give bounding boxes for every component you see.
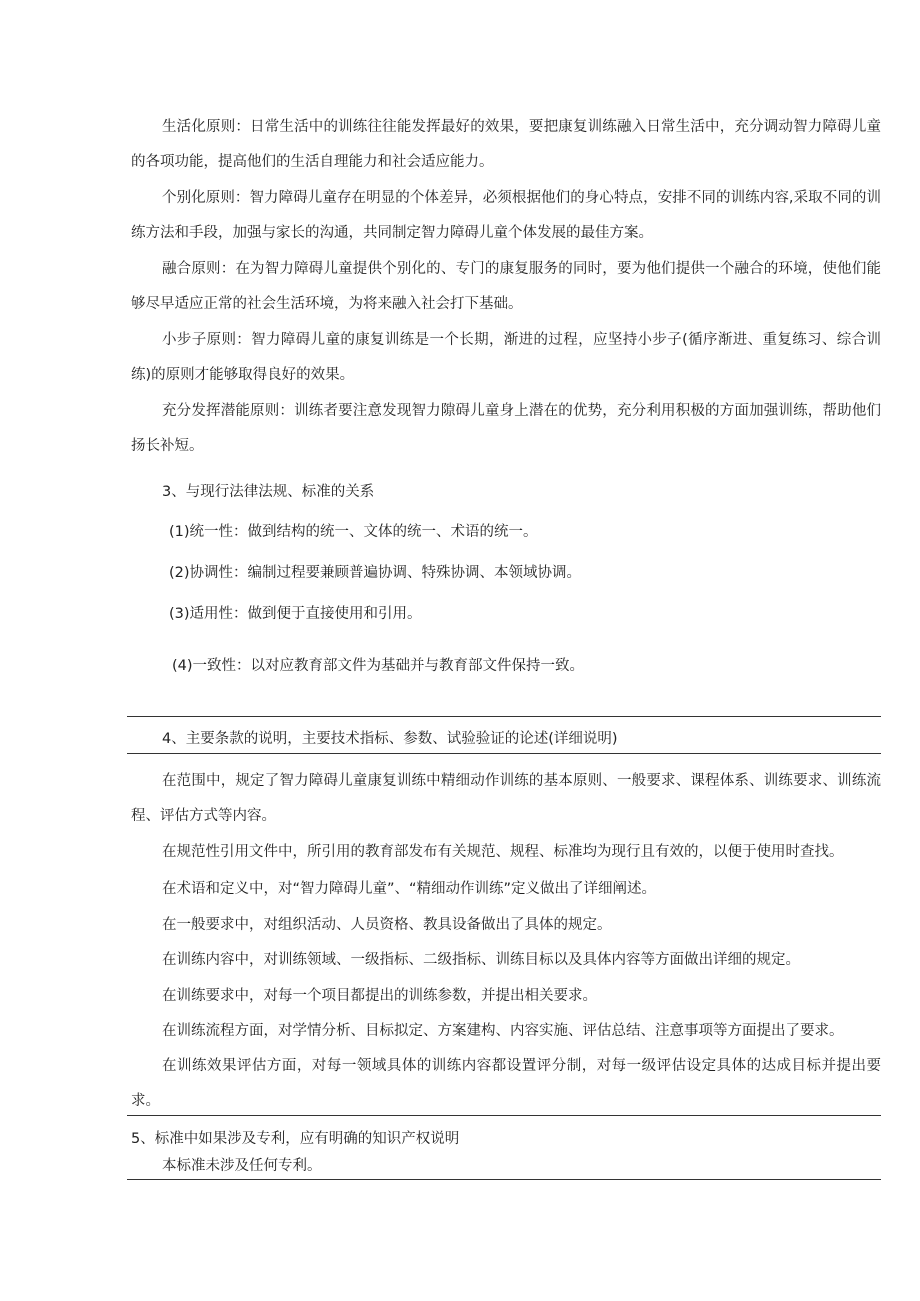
section4-evaluation: 在训练效果评估方面，对每一领域具体的训练内容都设置评分制，对每一级评估设定具体的达成目标并提出要求。: [131, 1058, 881, 1109]
principle-potential: 充分发挥潜能原则：训练者要注意发现智力隙碍儿童身上潜在的优势，充分利用积极的方面加强训练，帮助他们扬长补短。: [131, 403, 881, 454]
section5-heading: 5、标准中如果涉及专利，应有明确的知识产权说明: [131, 1131, 460, 1147]
section3-item-coordination: (2)协调性：编制过程要兼顾普遍协调、特殊协调、本领域协调。: [169, 565, 582, 581]
section4-scope: 在范围中，规定了智力障碍儿童康复训练中精细动作训练的基本原则、一般要求、课程体系、训练要求、训练流程、评估方式等内容。: [131, 773, 881, 824]
rule-top: [127, 716, 881, 717]
section4-terms: 在术语和定义中，对“智力障碍儿童”、“精细动作训练”定义做出了详细阐述。: [162, 881, 657, 897]
section4-heading: 4、主要条款的说明，主要技术指标、参数、试验验证的论述(详细说明): [162, 731, 618, 747]
principle-individualized: 个别化原则：智力障碍儿童存在明显的个体差异，必须根据他们的身心特点，安排不同的训练内容,采取不同的训练方法和手段，加强与家长的沟通，共同制定智力障碍儿童个体发展的最佳方案。: [131, 190, 881, 241]
section4-general-requirements: 在一般要求中，对组织活动、人员资格、教具设备做出了具体的规定。: [162, 917, 612, 933]
principle-daily-life: 生活化原则：日常生活中的训练往往能发挥最好的效果，要把康复训练融入日常生活中，充分调动智力障碍儿童的各项功能，提高他们的生活自理能力和社会适应能力。: [131, 119, 881, 170]
principle-small-steps: 小步子原则：智力障碍儿童的康复训练是一个长期，渐进的过程，应坚持小步子(循序渐进、重复练习、综合训练)的原则才能够取得良好的效果。: [131, 332, 881, 383]
principle-inclusion: 融合原则：在为智力障碍儿童提供个别化的、专门的康复服务的同时，要为他们提供一个融合的环境，使他们能够尽早适应正常的社会生活环境，为将来融入社会打下基础。: [131, 261, 881, 312]
section4-training-requirements: 在训练要求中，对每一个项目都提出的训练参数，并提出相关要求。: [162, 988, 597, 1004]
section4-training-process: 在训练流程方面，对学情分析、目标拟定、方案建构、内容实施、评估总结、注意事项等方面提出了要求。: [162, 1023, 844, 1039]
rule-before-section5: [127, 1115, 881, 1116]
section3-item-consistency: (4)一致性：以对应教育部文件为基础并与教育部文件保持一致。: [172, 658, 585, 674]
section3-item-unity: (1)统一性：做到结构的统一、文体的统一、术语的统一。: [169, 524, 538, 540]
rule-under-heading: [127, 753, 881, 754]
section3-item-applicability: (3)适用性：做到便于直接使用和引用。: [169, 606, 422, 622]
section5-body: 本标准未涉及任何专利。: [162, 1158, 322, 1174]
section4-training-content: 在训练内容中，对训练领域、一级指标、二级指标、训练目标以及具体内容等方面做出详细的规定。: [162, 952, 800, 968]
rule-bottom: [127, 1179, 881, 1180]
section4-normative-references: 在规范性引用文件中，所引用的教育部发布有关规范、规程、标准均为现行且有效的，以便于使用时查找。: [162, 844, 844, 860]
section3-heading: 3、与现行法律法规、标准的关系: [162, 484, 375, 500]
